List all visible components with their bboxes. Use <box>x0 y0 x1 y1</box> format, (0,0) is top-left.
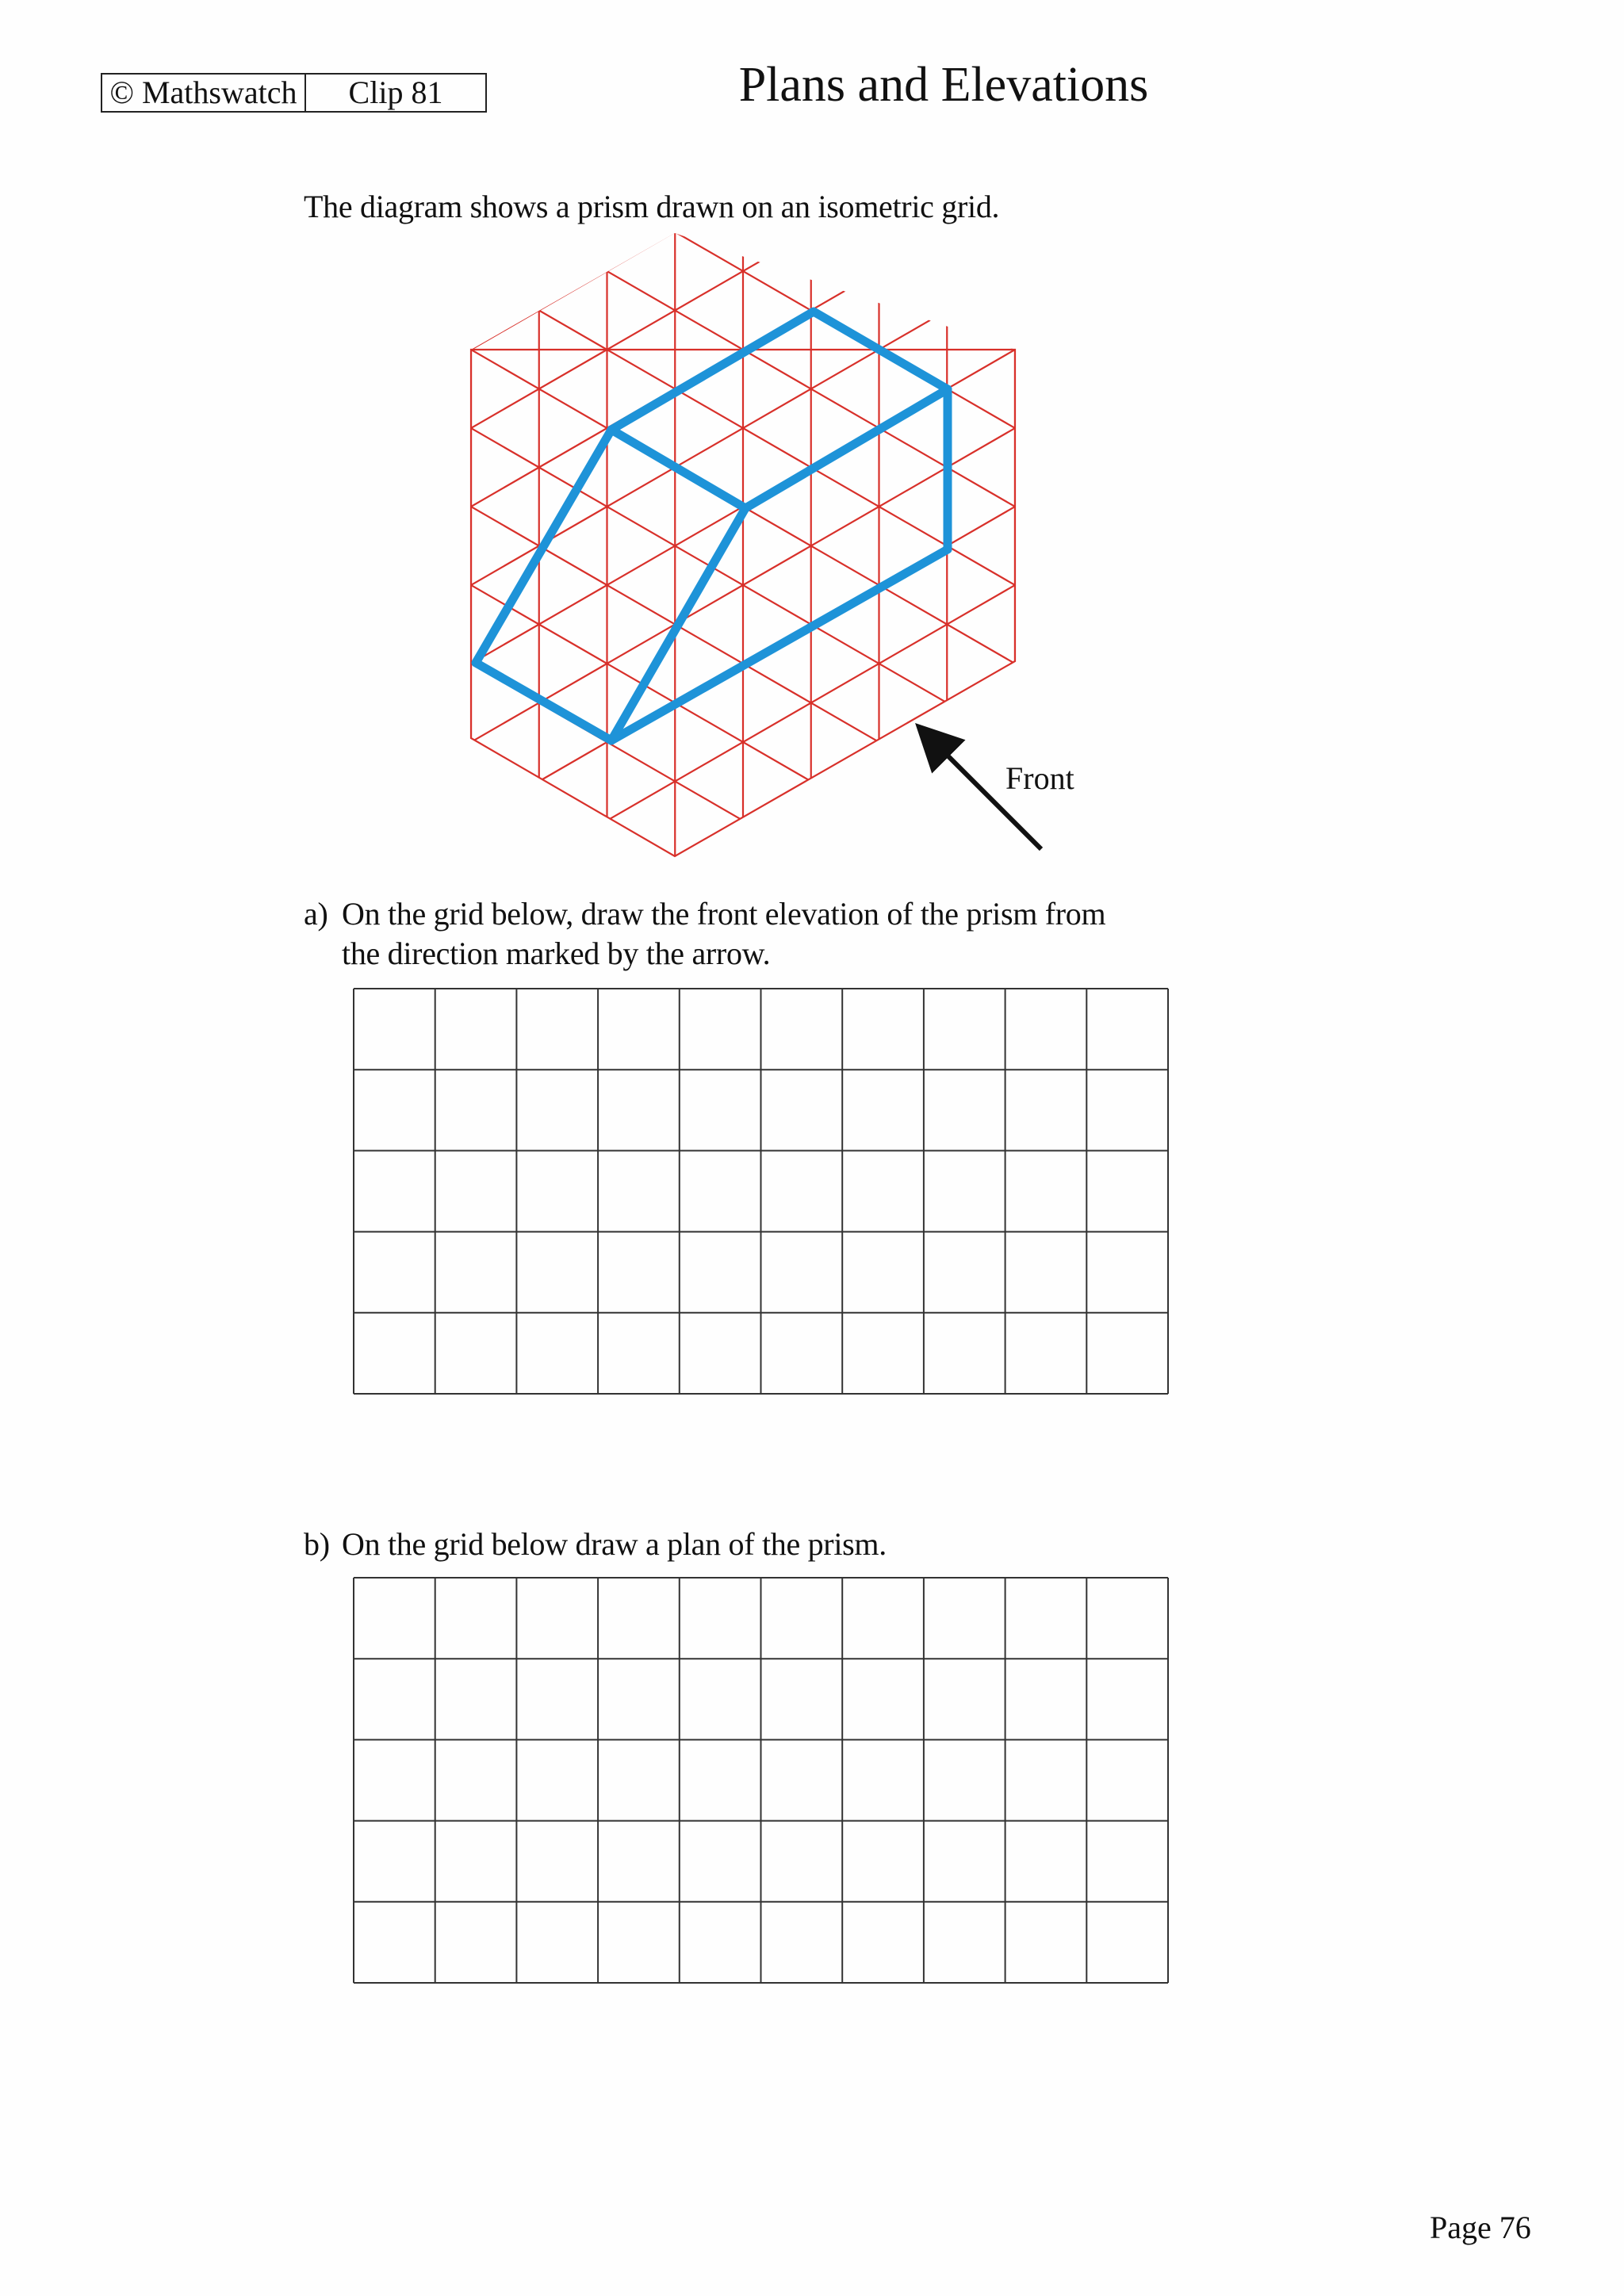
question-a-text <box>342 894 1105 974</box>
page-title: Plans and Elevations <box>738 58 1149 112</box>
intro-text: The diagram shows a prism drawn on an isometric grid. <box>304 189 1000 224</box>
grid-diagonal-line <box>396 856 1110 872</box>
grid-diagonal-line <box>396 687 1110 872</box>
isometric-prism-diagram <box>0 0 1624 872</box>
question-a-label: a) <box>304 896 328 932</box>
clip-number: Clip 81 <box>348 75 443 110</box>
copyright-label: © Mathswatch <box>102 75 306 111</box>
grid-diagonal-line <box>396 0 1110 90</box>
prism-edge <box>476 312 948 740</box>
page-number: Page 76 <box>1430 2210 1531 2245</box>
grid-diagonal-line <box>396 0 1110 235</box>
grid-diagonal-line <box>396 0 1110 247</box>
grid-diagonal-line <box>396 0 1110 12</box>
grid-diagonal-line <box>396 530 1110 872</box>
grid-diagonal-line <box>396 59 1110 472</box>
question-a-line-1: On the grid below, draw the front elevation of the prism from <box>342 896 1106 932</box>
prism-outline <box>476 312 948 740</box>
grid-diagonal-line <box>396 0 1110 392</box>
grid-diagonal-line <box>396 699 1110 872</box>
front-label: Front <box>1005 760 1074 796</box>
question-b-text: On the grid below draw a plan of the prism. <box>342 1526 887 1562</box>
grid-diagonal-line <box>396 0 1110 157</box>
question-b-label: b) <box>304 1526 330 1562</box>
grid-diagonal-line <box>396 778 1110 872</box>
grid-diagonal-line <box>396 0 1110 78</box>
isometric-grid <box>396 0 1110 872</box>
grid-diagonal-line <box>396 766 1110 872</box>
question-a-line-2: the direction marked by the arrow. <box>342 936 771 971</box>
grid-diagonal-line <box>396 0 1110 314</box>
grid-diagonal-line <box>396 0 1110 169</box>
grid-diagonal-line <box>396 844 1110 872</box>
grid-diagonal-line <box>396 609 1110 872</box>
